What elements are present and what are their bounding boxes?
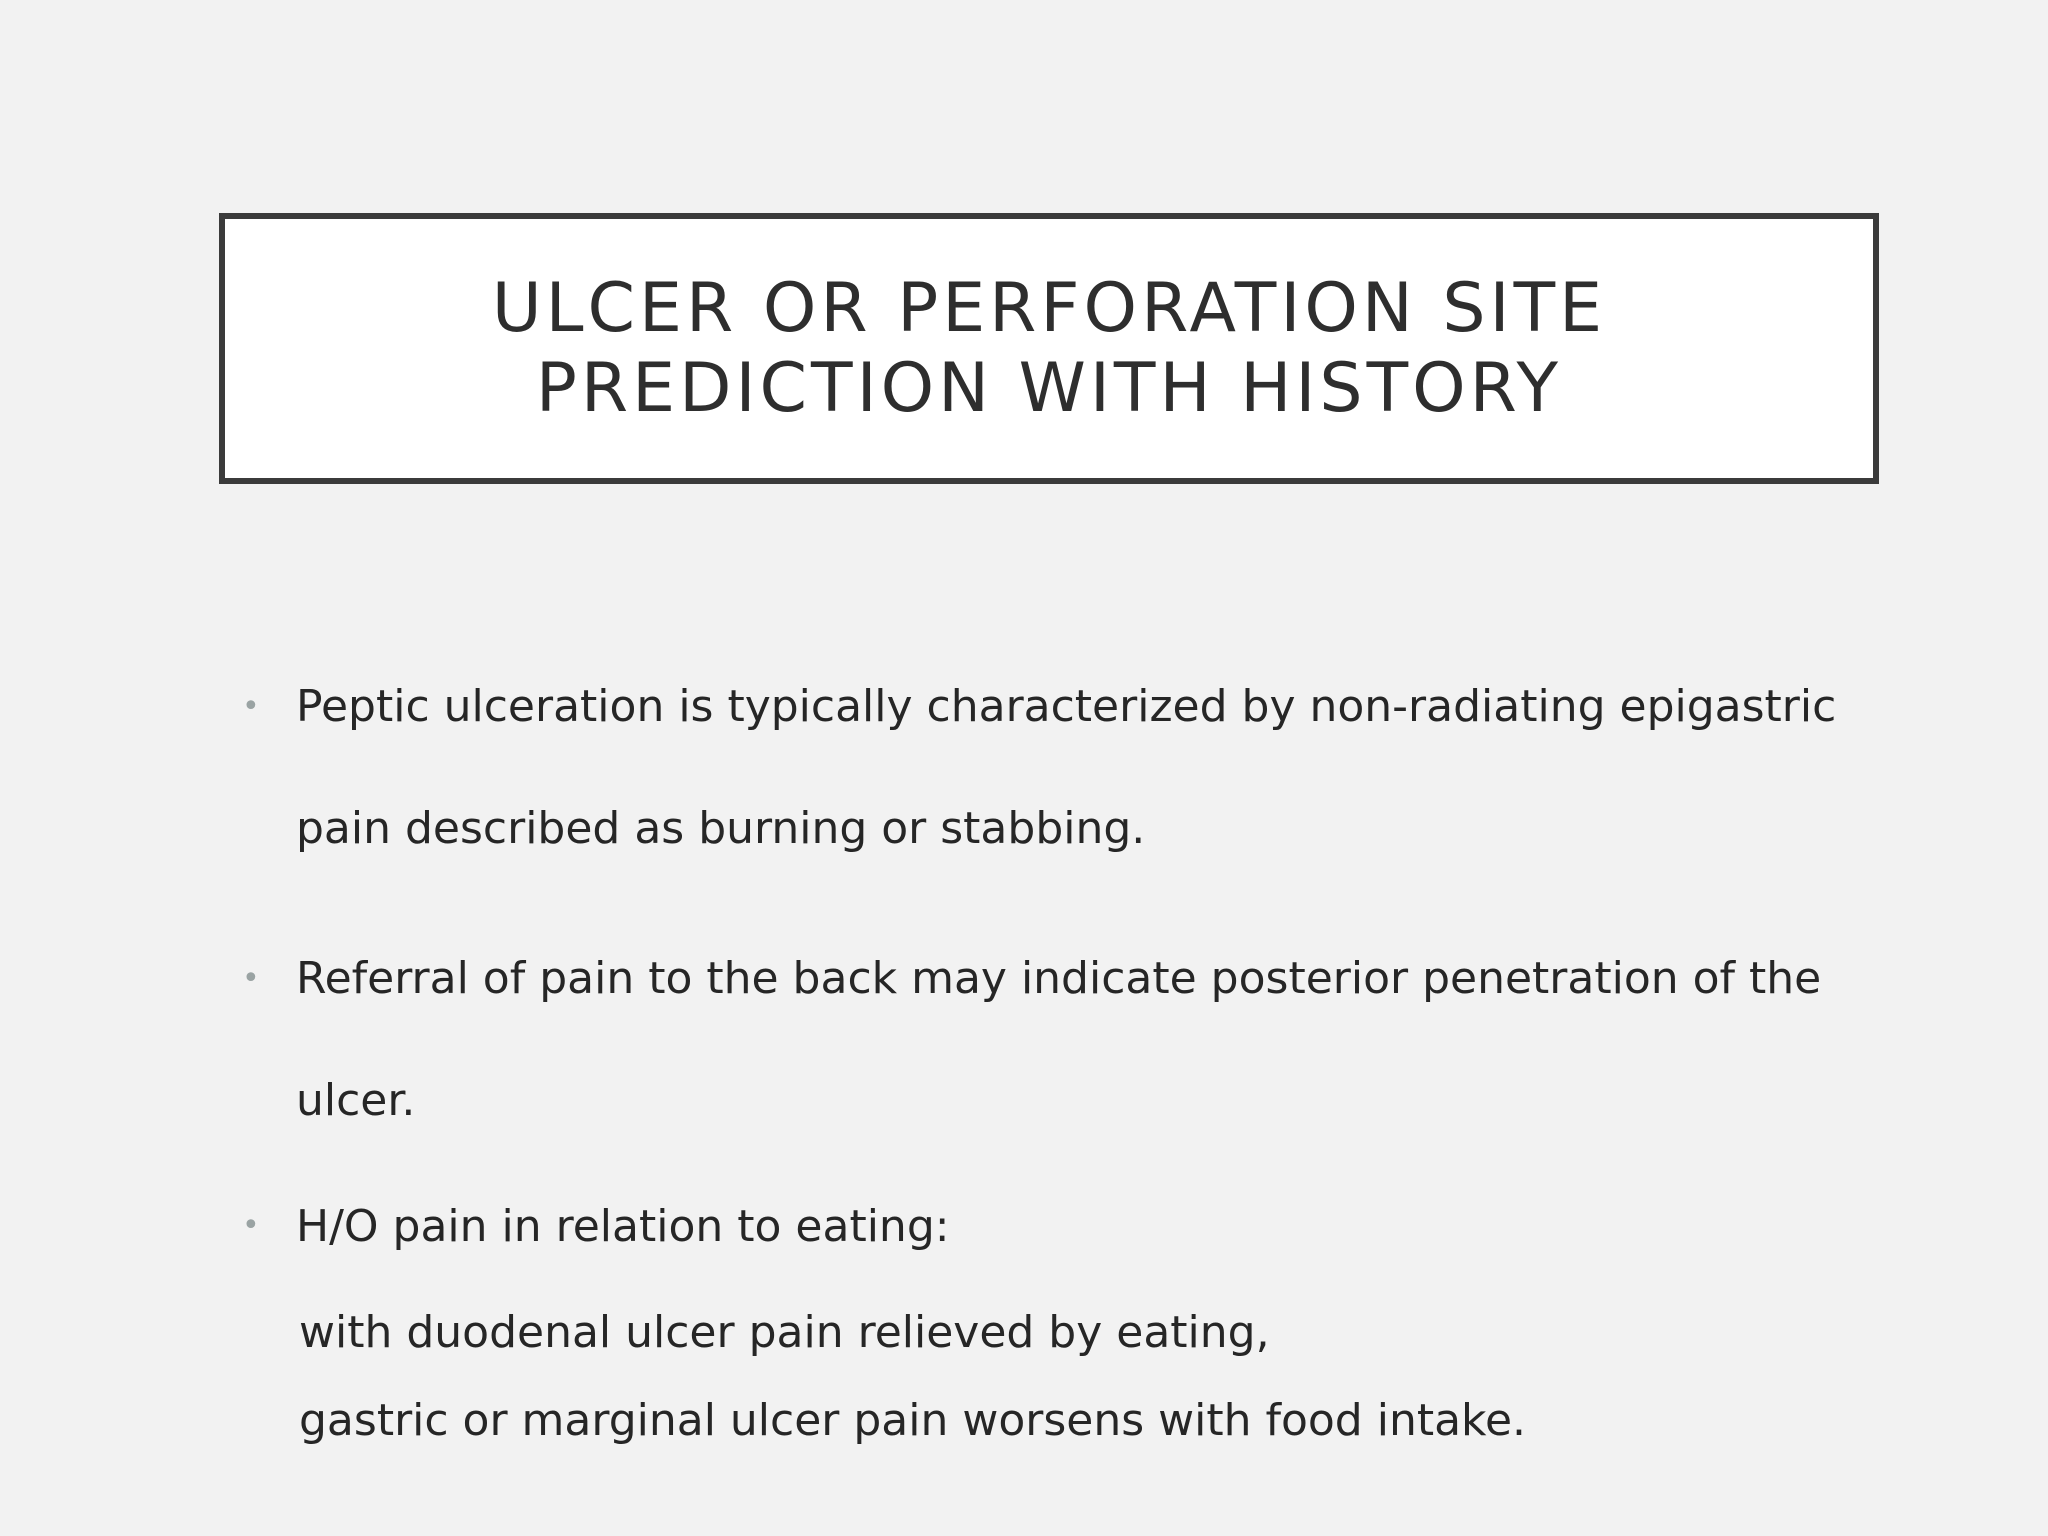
bullet-1-line-2: pain described as burning or stabbing. [296, 803, 1146, 854]
slide-title-box [219, 213, 1879, 484]
bullet-dot-icon: • [242, 689, 260, 724]
bullet-1-line-1: Peptic ulceration is typically characterized by non-radiating epigastric [296, 681, 1837, 732]
bullet-dot-icon: • [242, 961, 260, 996]
slide-title-line-2: PREDICTION WITH HISTORY [535, 348, 1563, 428]
bullet-dot-icon: • [242, 1208, 260, 1243]
bullet-item-2 [242, 918, 1876, 1162]
bullet-2-line-2: ulcer. [296, 1075, 416, 1126]
bullet-2-line-1: Referral of pain to the back may indicate posterior penetration of the [296, 953, 1822, 1004]
bullet-3-line-1: H/O pain in relation to eating: [296, 1201, 950, 1252]
bullet-item-1 [242, 646, 1876, 890]
sub-point-gastric: gastric or marginal ulcer pain worsens with food intake. [299, 1395, 1527, 1446]
bullet-item-3 [242, 1196, 1876, 1258]
slide-title-line-1: ULCER OR PERFORATION SITE [491, 268, 1607, 348]
sub-point-duodenal: with duodenal ulcer pain relieved by eating, [299, 1307, 1270, 1358]
